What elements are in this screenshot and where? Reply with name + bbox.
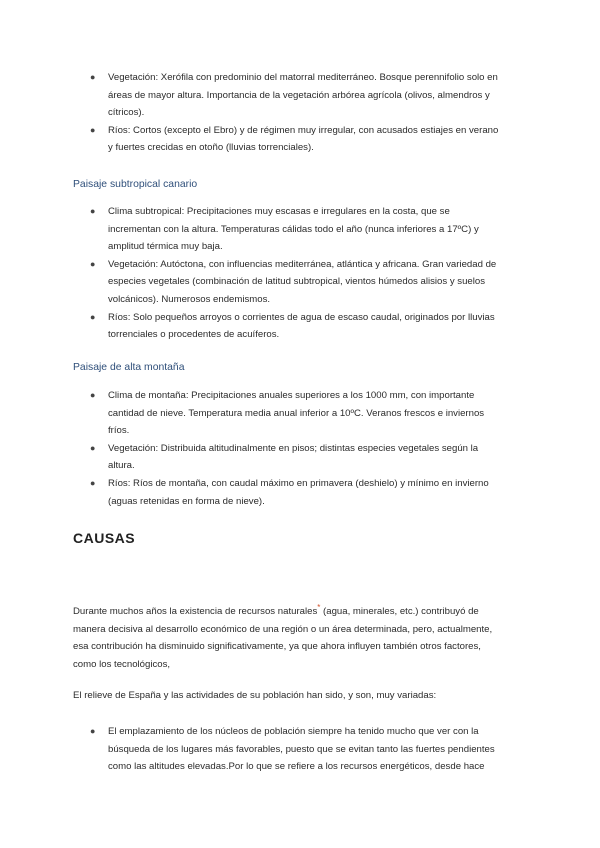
bullet-icon: ● bbox=[90, 311, 96, 322]
bullet-icon: ● bbox=[90, 124, 96, 135]
list-item: ● Vegetación: Autóctona, con influencias mediterránea, atlántica y africana. Gran variedad de especies vegetales (combinación de latitud subtropical, vientos húmedos alisios y suelos volcánicos). Numerosos endemismos. bbox=[0, 256, 520, 309]
bullet-list bbox=[0, 203, 520, 344]
footnote-asterisk: * bbox=[317, 603, 321, 612]
bullet-icon: ● bbox=[90, 206, 96, 216]
bullet-list bbox=[0, 723, 520, 776]
list-item: ● Vegetación: Xerófila con predominio del matorral mediterráneo. Bosque perennifolio solo en áreas de mayor altura. Importancia de la vegetación arbórea agrícola (olivos, almendros y cítricos). bbox=[0, 69, 520, 122]
bullet-icon: ● bbox=[90, 390, 96, 400]
list-item: ● Ríos: Solo pequeños arroyos o corrientes de agua de escaso caudal, originados por lluvias torrenciales o procedentes de acuíferos. bbox=[0, 309, 520, 344]
list-item: ● El emplazamiento de los núcleos de población siempre ha tenido mucho que ver con la búsqueda de los lugares más favorables, puesto que se evitan tanto las fuertes pendientes como las altitudes elevadas.Por lo que se refiere a los recursos energéticos, desde hace bbox=[0, 723, 520, 776]
list-item: ● Vegetación: Distribuida altitudinalmente en pisos; distintas especies vegetales según la altura. bbox=[0, 440, 520, 475]
list-item: ● Clima subtropical: Precipitaciones muy escasas e irregulares en la costa, que se incrementan con la altura. Temperaturas cálidas todo el año (nunca inferiores a 17ºC) y amplitud térmica muy baja. bbox=[0, 203, 520, 256]
list-item: ● Ríos: Cortos (excepto el Ebro) y de régimen muy irregular, con acusados estiajes en verano y fuertes crecidas en otoño (lluvias torrenciales). bbox=[0, 122, 520, 157]
bullet-list bbox=[0, 387, 520, 510]
list-item: ● Ríos: Ríos de montaña, con caudal máximo en primavera (deshielo) y mínimo en invierno (aguas retenidas en forma de nieve). bbox=[0, 475, 520, 510]
bullet-icon: ● bbox=[90, 477, 96, 488]
section-heading: Paisaje de alta montaña bbox=[73, 362, 185, 373]
bullet-icon: ● bbox=[90, 72, 96, 82]
bullet-icon: ● bbox=[90, 258, 96, 269]
bullet-icon: ● bbox=[90, 726, 96, 736]
paragraph: Durante muchos años la existencia de recursos naturales* (agua, minerales, etc.) contribuyó de manera decisiva al desarrollo económico de una región o un área determinada, pero, actualmente, esa contribución ha disminuido significativamente, ya que ahora influyen también otros factores, como los tecnológicos, bbox=[73, 603, 493, 670]
bullet-icon: ● bbox=[90, 442, 96, 453]
section-heading: Paisaje subtropical canario bbox=[73, 179, 198, 190]
list-item: ● Clima de montaña: Precipitaciones anuales superiores a los 1000 mm, con importante cantidad de nieve. Temperatura media anual inferior a 10ºC. Veranos frescos e inviernos fríos. bbox=[0, 387, 520, 440]
causas-heading: CAUSAS bbox=[73, 530, 136, 546]
bullet-list bbox=[0, 69, 520, 157]
paragraph: El relieve de España y las actividades de su población han sido, y son, muy variadas: bbox=[73, 690, 437, 701]
